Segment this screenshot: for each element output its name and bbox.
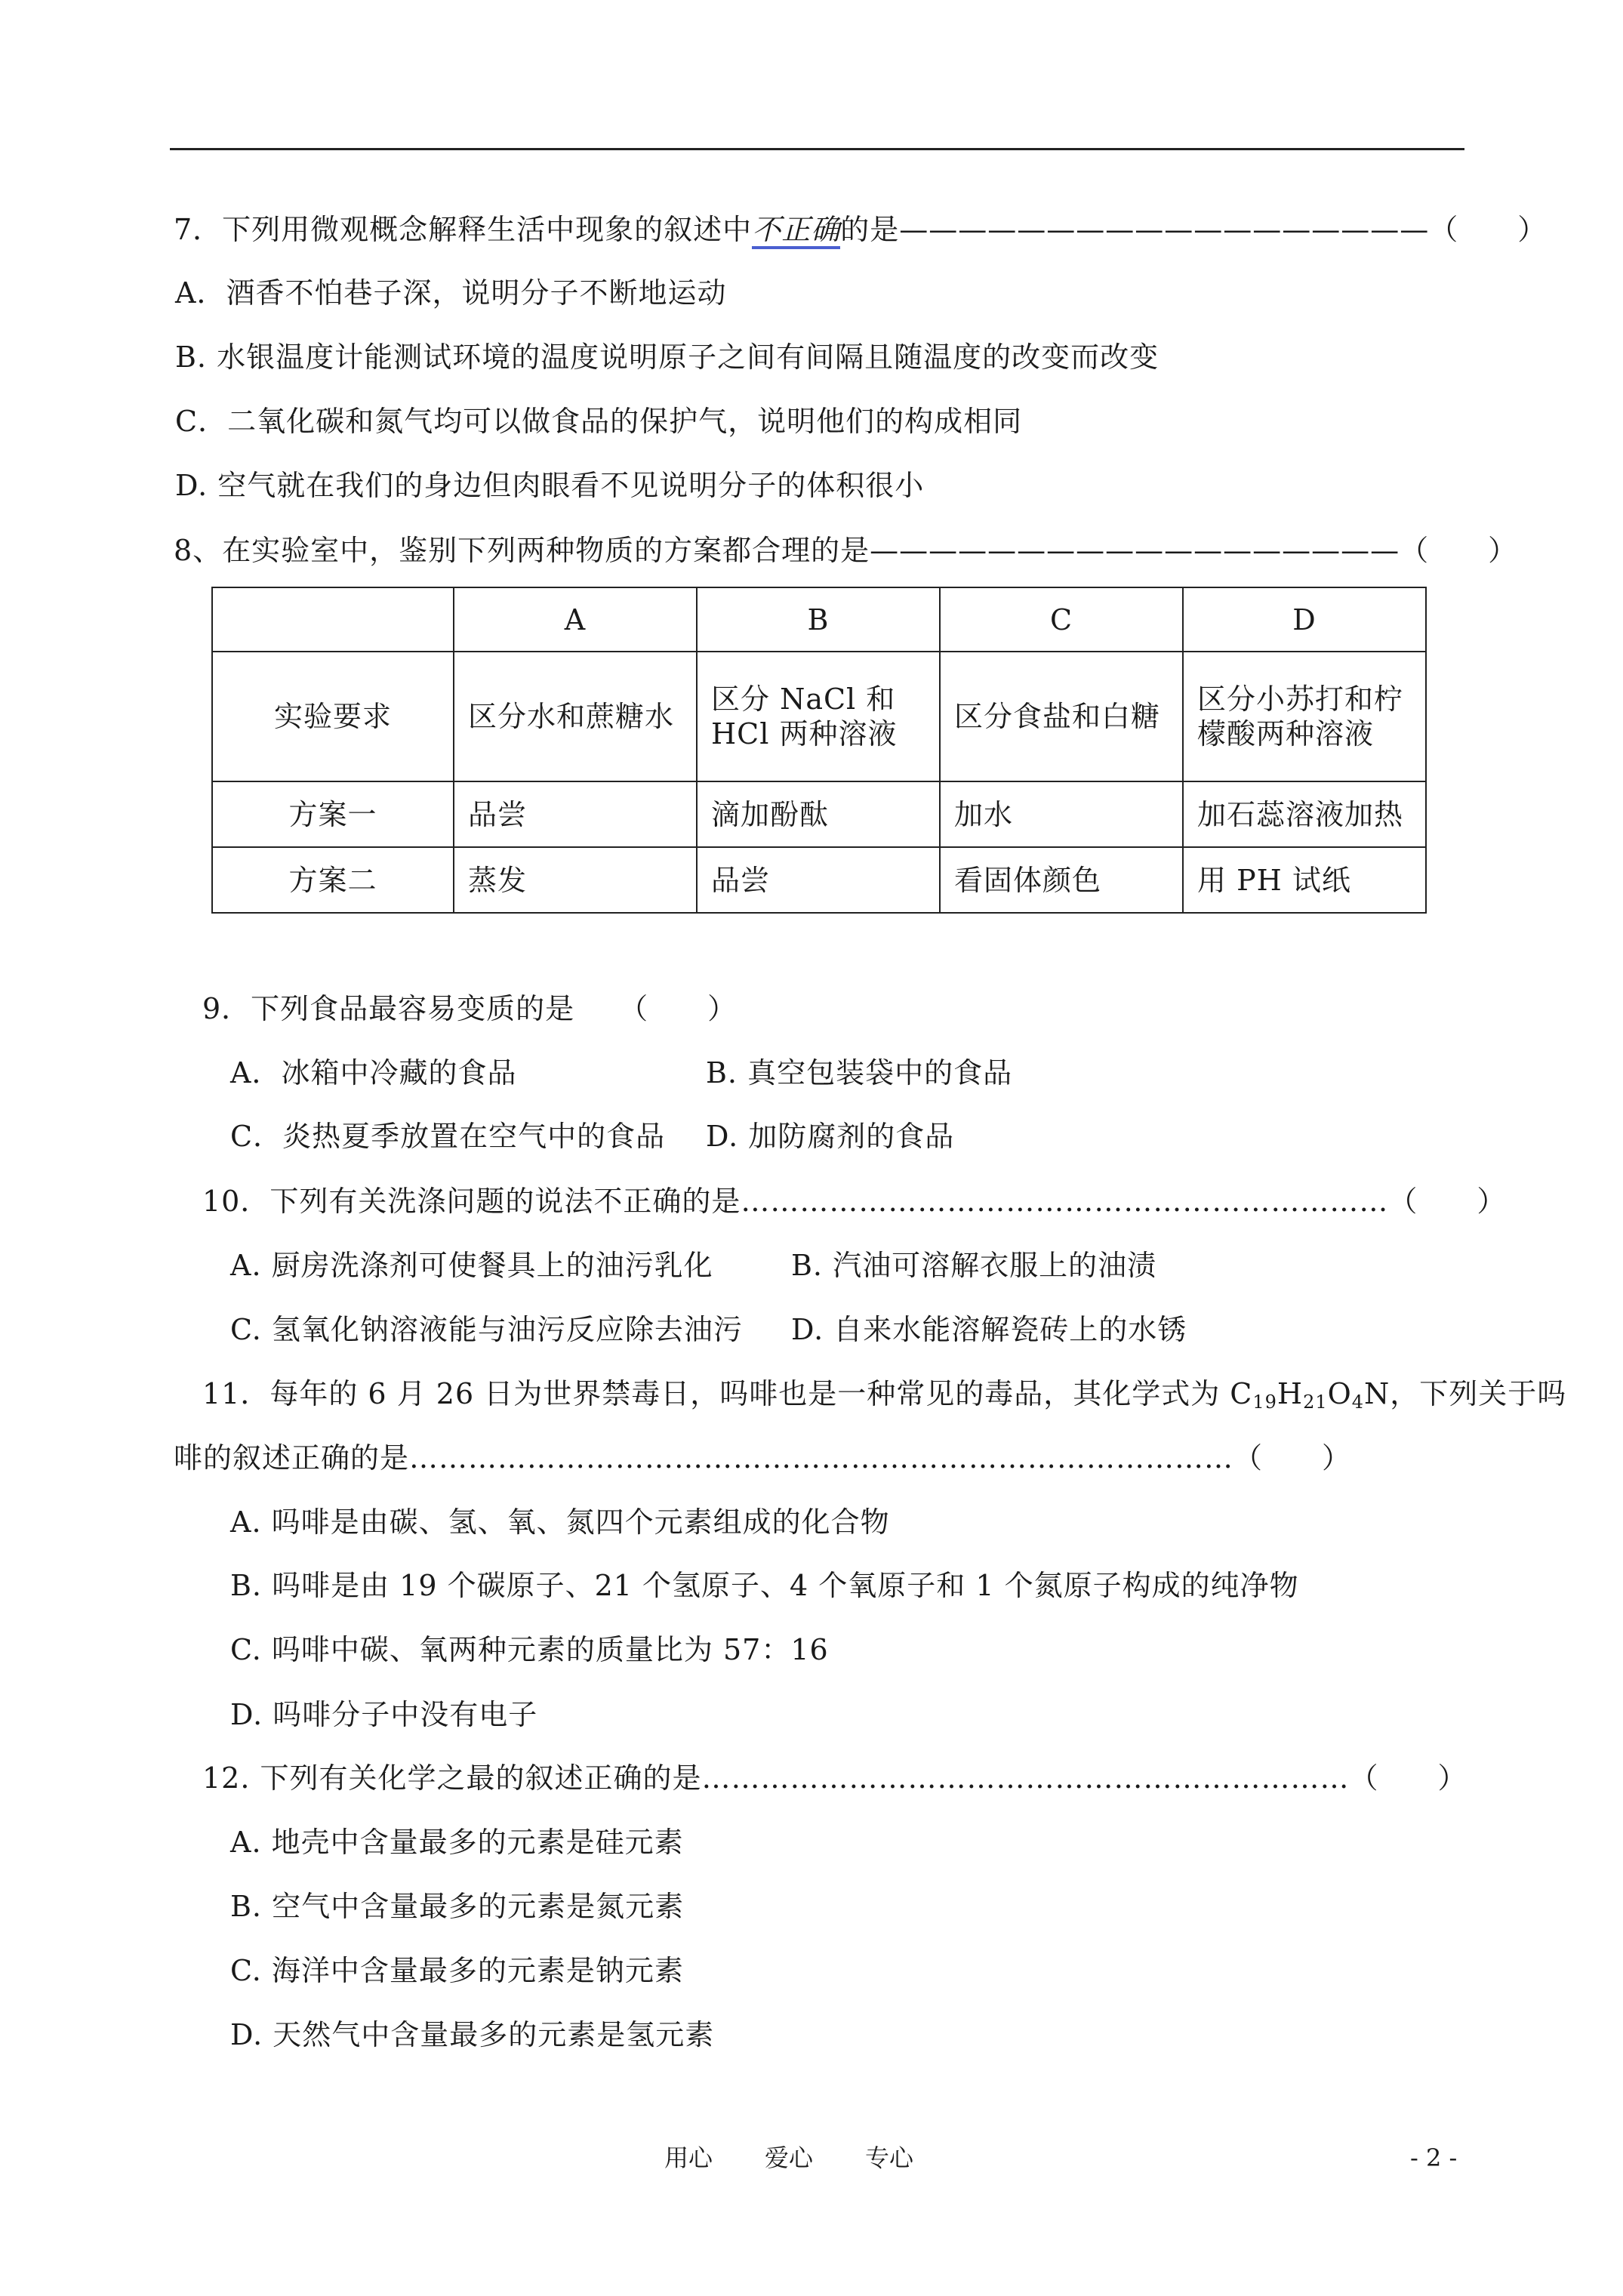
q11-option-c: C. 吗啡中碳、氧两种元素的质量比为 57：16 — [230, 1633, 829, 1666]
q10-stem: 10．下列有关洗涤问题的说法不正确的是…………………………………………………………（ ） — [202, 1185, 1507, 1218]
q7-option-d: D. 空气就在我们的身边但肉眼看不见说明分子的体积很小 — [175, 469, 925, 502]
q7-option-c: C．二氧化碳和氮气均可以做食品的保护气，说明他们的构成相同 — [175, 405, 1023, 438]
table-cell: 方案二 — [212, 847, 454, 913]
table-cell: A — [454, 587, 697, 652]
table-cell: 品尝 — [454, 781, 697, 847]
q7-emphasis: 不正确 — [752, 213, 840, 249]
table-cell: 区分 NaCl 和 HCl 两种溶液 — [697, 652, 940, 781]
footer-motto-2: 爱心 — [765, 2143, 814, 2172]
table-cell: 滴加酚酞 — [697, 781, 940, 847]
footer-motto-1: 用心 — [664, 2143, 713, 2172]
q11-option-a: A. 吗啡是由碳、氢、氧、氮四个元素组成的化合物 — [230, 1505, 890, 1539]
table-header-row — [212, 587, 1426, 652]
table-cell: 蒸发 — [454, 847, 697, 913]
q9-stem: 9．下列食品最容易变质的是 （ ） — [202, 992, 738, 1025]
q10-option-c: C. 氢氧化钠溶液能与油污反应除去油污 — [230, 1313, 743, 1346]
q11-option-b: B. 吗啡是由 19 个碳原子、21 个氢原子、4 个氧原子和 1 个氮原子构成的纯净物 — [230, 1569, 1299, 1602]
table-cell: B — [697, 587, 940, 652]
q12-option-c: C. 海洋中含量最多的元素是钠元素 — [230, 1954, 684, 1987]
table-row — [212, 847, 1426, 913]
q10-option-b: B. 汽油可溶解衣服上的油渍 — [791, 1249, 1157, 1282]
q12-option-b: B. 空气中含量最多的元素是氮元素 — [230, 1890, 685, 1923]
table-cell: 看固体颜色 — [940, 847, 1183, 913]
q12-option-d: D. 天然气中含量最多的元素是氢元素 — [230, 2018, 715, 2051]
q10-option-a: A. 厨房洗涤剂可使餐具上的油污乳化 — [230, 1249, 713, 1282]
q9-option-d: D. 加防腐剂的食品 — [706, 1120, 955, 1153]
q9-option-b: B. 真空包装袋中的食品 — [706, 1056, 1013, 1089]
q11-stem-line1: 11．每年的 6 月 26 日为世界禁毒日，吗啡也是一种常见的毒品，其化学式为 $C_{19}H_{21}O_4N$，下列关于吗 — [202, 1377, 1567, 1413]
header-rule — [170, 148, 1464, 150]
q7-option-a: A．酒香不怕巷子深，说明分子不断地运动 — [175, 276, 727, 310]
q11-stem-line2: 啡的叙述正确的是…………………………………………………………………………（ ） — [174, 1441, 1352, 1475]
table-cell: 加水 — [940, 781, 1183, 847]
q12-stem: 12. 下列有关化学之最的叙述正确的是…………………………………………………………（ ） — [202, 1761, 1467, 1795]
q8-stem: 8、在实验室中，鉴别下列两种物质的方案都合理的是——————————————————（ ） — [174, 534, 1518, 567]
table-cell: 用 PH 试纸 — [1183, 847, 1426, 913]
table-cell: C — [940, 587, 1183, 652]
table-cell: 实验要求 — [212, 652, 454, 781]
table-cell: 区分水和蔗糖水 — [454, 652, 697, 781]
page-number: - 2 - — [1410, 2143, 1458, 2172]
q7-stem: 7．下列用微观概念解释生活中现象的叙述中不正确的是——————————————————（ ） — [174, 212, 1547, 247]
q7-option-b: B. 水银温度计能测试环境的温度说明原子之间有间隔且随温度的改变而改变 — [175, 341, 1160, 374]
footer-motto-3: 专心 — [865, 2143, 914, 2172]
morphine-formula: $C_{19}H_{21}O_4N$ — [1230, 1377, 1390, 1413]
table-row — [212, 652, 1426, 781]
table-cell: 方案一 — [212, 781, 454, 847]
q12-option-a: A. 地壳中含量最多的元素是硅元素 — [230, 1826, 684, 1859]
q8-table — [211, 587, 1427, 914]
table-cell: D — [1183, 587, 1426, 652]
q11-option-d: D. 吗啡分子中没有电子 — [230, 1698, 538, 1731]
q9-option-c: C．炎热夏季放置在空气中的食品 — [230, 1120, 666, 1153]
q9-option-a: A．冰箱中冷藏的食品 — [230, 1056, 517, 1089]
table-cell: 区分食盐和白糖 — [940, 652, 1183, 781]
table-cell — [212, 587, 454, 652]
table-row — [212, 781, 1426, 847]
table-cell: 区分小苏打和柠檬酸两种溶液 — [1183, 652, 1426, 781]
table-cell: 加石蕊溶液加热 — [1183, 781, 1426, 847]
table-cell: 品尝 — [697, 847, 940, 913]
q10-option-d: D. 自来水能溶解瓷砖上的水锈 — [791, 1313, 1187, 1346]
